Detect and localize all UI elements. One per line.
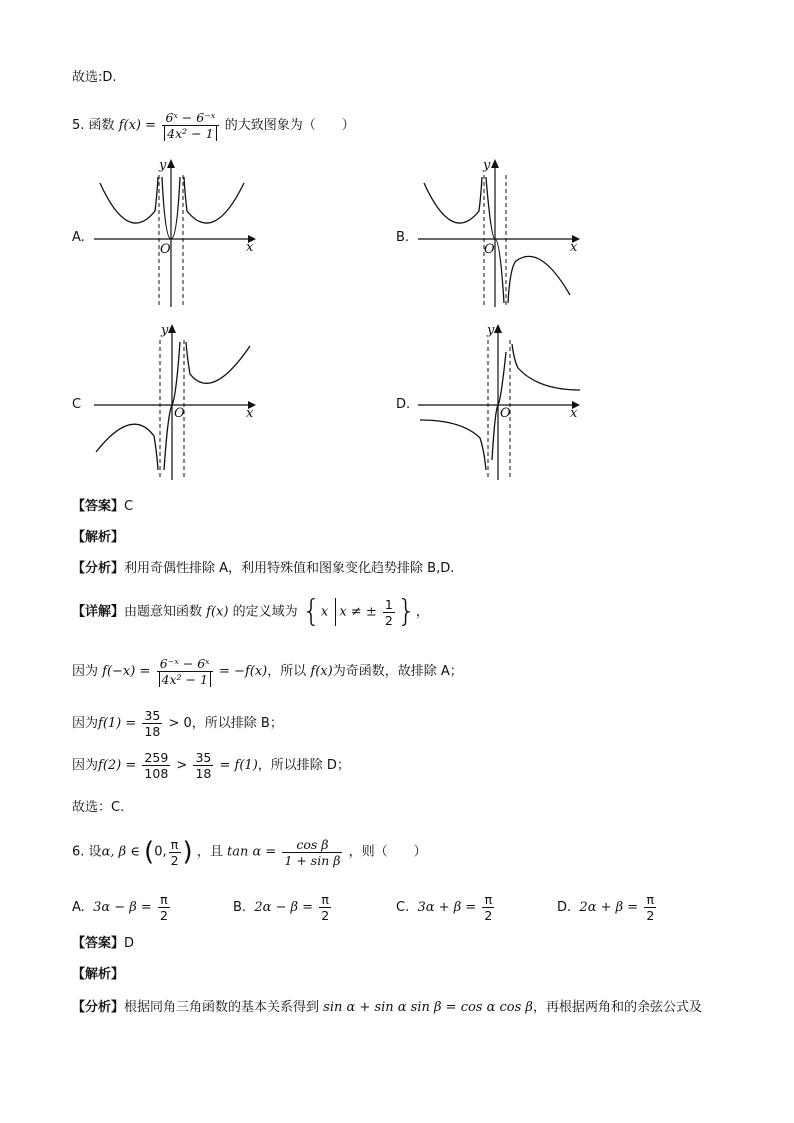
q6-fenxi-eq: sin α + sin α sin β = cos α cos β <box>323 1000 533 1015</box>
q5-frac-num: 6ˣ − 6⁻ˣ <box>162 110 218 126</box>
graph-b <box>412 155 587 315</box>
q6-fenxi <box>72 996 702 1015</box>
graph-d-origin-label: O <box>500 406 511 421</box>
q6-fenxi-tag: 【分析】 <box>72 1000 125 1015</box>
graph-d-label: D. <box>396 397 411 412</box>
l1-c: 为奇函数，故排除 A； <box>332 664 463 679</box>
graph-c-y-arrow <box>168 324 176 333</box>
option-c <box>396 890 496 926</box>
q6-analysis-tag: 【解析】 <box>72 967 125 982</box>
l1-den: 4x² − 1 <box>159 672 211 687</box>
half-den: 2 <box>384 612 393 628</box>
graph-a-y-label: y <box>159 158 167 173</box>
option-c-pi: π <box>482 892 494 908</box>
l3-eq: = f(1) <box>219 758 258 773</box>
graph-c <box>88 320 263 485</box>
graph-b-curve-right <box>508 256 570 303</box>
l1-b: ，所以 <box>267 664 307 679</box>
graph-b-origin-label: O <box>484 242 495 257</box>
l1-num: 6⁻ˣ − 6ˣ <box>157 656 213 672</box>
q6-analysis <box>72 963 124 982</box>
l2-a: 因为 <box>72 716 99 731</box>
q6-lead: 设 <box>88 844 102 860</box>
l3-a: 因为 <box>72 758 99 773</box>
l2-num: 35 <box>144 708 161 723</box>
q6-tan: tan α = <box>227 844 277 860</box>
detail-end: ， <box>415 604 429 620</box>
l1-a: 因为 <box>72 664 99 679</box>
q5-line-f2 <box>72 748 350 784</box>
option-d-label: D. <box>557 900 572 915</box>
graph-d-x-label: x <box>570 406 578 421</box>
detail-fx: f(x) <box>206 604 229 620</box>
graph-b-y-label: y <box>483 158 491 173</box>
q5-fraction <box>162 110 218 141</box>
q6-fenxi-a: 根据同角三角函数的基本关系得到 <box>124 1000 320 1015</box>
l3-d1: 108 <box>144 766 169 781</box>
l2-f1: f(1) = <box>98 716 137 731</box>
domain-var: x <box>320 604 329 620</box>
half-num: 1 <box>384 596 393 612</box>
q5-line-odd <box>72 652 463 692</box>
fenxi-tag: 【分析】 <box>72 561 125 576</box>
q5-line-f1 <box>72 706 283 742</box>
q6-two: 2 <box>170 852 179 868</box>
option-c-label: C. <box>396 900 410 915</box>
fenxi-text: 利用奇偶性排除 A，利用特殊值和图象变化趋势排除 B,D. <box>124 561 455 576</box>
q6-options <box>72 890 692 926</box>
option-a-label: A. <box>72 900 85 915</box>
graph-c-origin-label: O <box>174 406 185 421</box>
l2-gt: > 0 <box>168 716 192 731</box>
detail-tag: 【详解】 <box>72 604 125 620</box>
graph-d-y-label: y <box>487 323 495 338</box>
q6-answer-value: D <box>124 936 135 951</box>
q6-stem: 6. 设α, β ∈ (0, $\frac{\pi}{2}$ ) ，且 tan α = $\frac{\text{cos β}}{\text{1 + sin β}}$ ，则（ ） <box>72 836 427 868</box>
q6-tail: ，则（ ） <box>348 844 427 860</box>
q5-function: f(x) = <box>118 118 157 133</box>
l2-den: 18 <box>144 724 161 739</box>
q5-analysis-tag <box>72 526 124 545</box>
answer-value: C <box>124 499 134 514</box>
option-b-pi: π <box>319 892 331 908</box>
q6-fenxi-b: ，再根据两角和的余弦公式及 <box>532 1000 702 1015</box>
q5-lead: 函数 <box>88 118 115 133</box>
option-d-expr: 2α + β = <box>579 900 639 915</box>
answer-tag: 【答案】 <box>72 499 125 514</box>
analysis-tag: 【解析】 <box>72 530 125 545</box>
option-c-two: 2 <box>484 908 493 923</box>
option-c-expr: 3α + β = <box>417 900 477 915</box>
option-d <box>557 890 658 926</box>
l3-n1: 259 <box>144 750 169 765</box>
q6-interval-a: 0, <box>154 844 167 860</box>
graph-c-label: C <box>72 397 82 412</box>
q6-vars: α, β ∈ <box>101 844 140 860</box>
graph-a-y-arrow <box>167 159 175 168</box>
graph-a <box>88 155 263 315</box>
q5-answer <box>72 495 133 514</box>
graph-c-curve-left <box>96 424 158 470</box>
option-d-two: 2 <box>646 908 655 923</box>
option-d-pi: π <box>644 892 656 908</box>
option-b-label: B. <box>233 900 247 915</box>
q5-detail: 【详解】由题意知函数 f(x) 的定义域为 {x x ≠ ± $\frac{1}{2}$ }， <box>72 594 429 629</box>
q5-conclusion: 故选：C. <box>72 800 125 815</box>
graph-d-y-arrow <box>494 324 502 333</box>
l3-f2: f(2) = <box>98 758 137 773</box>
graph-b-label: B. <box>396 230 410 245</box>
q6-pi: π <box>169 837 181 853</box>
l1-fmx: f(−x) = <box>102 664 151 679</box>
graph-d-curve-right <box>512 344 580 390</box>
option-b <box>233 890 333 926</box>
option-a-expr: 3α − β = <box>93 900 152 915</box>
graph-a-curve-left <box>100 177 158 223</box>
q5-stem <box>72 106 355 146</box>
graph-a-curve-right <box>184 177 244 223</box>
q6-number: 6. <box>72 844 85 860</box>
l3-b: ，所以排除 D； <box>257 758 350 773</box>
option-b-two: 2 <box>321 908 330 923</box>
graph-c-x-label: x <box>246 406 254 421</box>
q6-tnum: cos β <box>282 837 342 853</box>
q6-tden: 1 + sin β <box>284 852 341 868</box>
q6-mid: ，且 <box>196 844 223 860</box>
l2-b: ，所以排除 B； <box>191 716 283 731</box>
option-a <box>72 890 172 926</box>
q6-answer-tag: 【答案】 <box>72 936 125 951</box>
detail-text: 由题意知函数 <box>124 604 203 620</box>
q5-tail: 的大致图象为（ ） <box>224 118 355 133</box>
q5-fenxi <box>72 557 454 576</box>
graph-b-x-label: x <box>570 240 578 255</box>
graph-c-y-label: y <box>161 323 169 338</box>
l1-fx: f(x) <box>310 664 333 679</box>
option-b-expr: 2α − β = <box>254 900 314 915</box>
graph-b-y-arrow <box>491 159 499 168</box>
graph-d <box>412 320 587 485</box>
detail-domain-text: 的定义域为 <box>232 604 298 620</box>
graph-c-curve-right <box>186 342 250 383</box>
domain-cond: x ≠ ± <box>339 604 377 620</box>
l3-gt: > <box>176 758 188 773</box>
q6-answer <box>72 932 134 951</box>
graph-d-curve-left <box>420 420 486 470</box>
l3-n2: 35 <box>195 750 212 765</box>
l1-eq: = −f(x) <box>219 664 268 679</box>
option-a-pi: π <box>158 892 170 908</box>
graph-b-curve-left <box>424 177 482 223</box>
q5-number: 5. <box>72 118 85 133</box>
l3-d2: 18 <box>195 766 212 781</box>
graph-a-x-label: x <box>246 240 254 255</box>
option-a-two: 2 <box>159 908 168 923</box>
prev-answer: 故选:D. <box>72 70 117 85</box>
q5-frac-den: 4x² − 1 <box>164 126 216 141</box>
graph-a-origin-label: O <box>160 242 171 257</box>
graph-a-label: A. <box>72 230 85 245</box>
